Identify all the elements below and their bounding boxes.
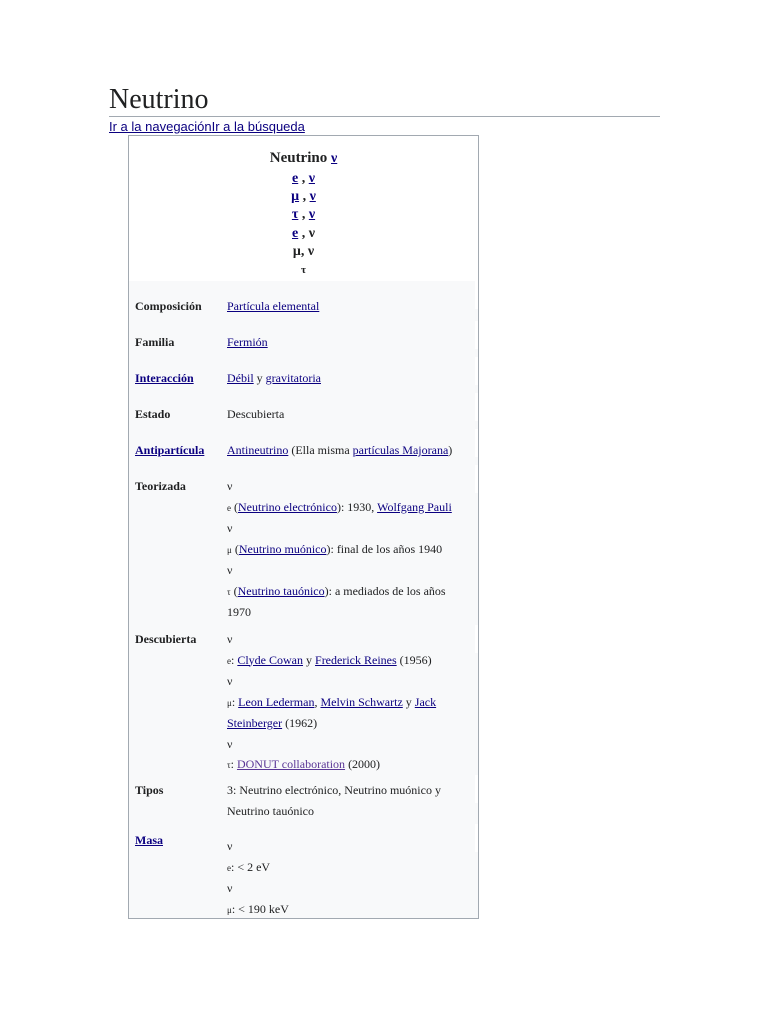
symbol-line-mu-anti xyxy=(129,242,478,261)
infobox xyxy=(128,135,479,919)
nu-symbol: ν xyxy=(227,521,233,535)
jump-links xyxy=(109,119,305,135)
row-value-antiparticula xyxy=(227,440,467,461)
symbol-tau-text: τ xyxy=(300,264,307,276)
teorizada-tau-year: 1970 xyxy=(227,605,251,619)
descubierta-electron-line: e: Clyde Cowan y Frederick Reines (1956) xyxy=(227,652,432,667)
subscript-e: e xyxy=(227,655,231,666)
clyde-cowan-link[interactable]: Clyde Cowan xyxy=(237,652,304,667)
nu-symbol: ν xyxy=(227,839,233,853)
descubierta-muon-line-2 xyxy=(227,713,467,734)
masa-link[interactable]: Masa xyxy=(135,833,163,847)
row-label-descubierta: Descubierta xyxy=(135,632,197,646)
symbol-mu-link[interactable]: μ xyxy=(291,189,300,204)
subscript-mu: μ xyxy=(227,904,232,915)
symbol-separator: , xyxy=(298,207,309,222)
row-value-teorizada xyxy=(227,476,467,623)
subscript-e: e xyxy=(227,502,231,513)
neutrino-muonico-link[interactable]: Neutrino muónico xyxy=(238,541,327,556)
nu-symbol: ν xyxy=(227,563,233,577)
row-label-familia: Familia xyxy=(135,335,175,349)
neutrino-tauonico-link[interactable]: Neutrino tauónico xyxy=(237,583,325,598)
teorizada-electron-line xyxy=(227,497,467,519)
row-label-tipos: Tipos xyxy=(135,783,164,797)
symbol-separator: , xyxy=(298,226,309,241)
symbol-nu-link[interactable]: ν xyxy=(330,151,338,166)
year-text: (1962) xyxy=(282,716,318,730)
title-divider xyxy=(109,116,660,117)
symbol-e-link[interactable]: e xyxy=(292,226,299,241)
symbol-line-tau-anti xyxy=(129,260,478,279)
symbol-separator: , xyxy=(298,171,309,186)
infobox-header xyxy=(129,136,478,281)
jack-steinberger-link-cont[interactable]: Steinberger xyxy=(227,716,283,730)
conjunction-text: y xyxy=(402,694,415,709)
conjunction-text: y xyxy=(253,371,266,385)
symbol-line-e-anti xyxy=(129,224,478,243)
symbol-tau-link[interactable]: τ xyxy=(291,207,299,222)
page-title: Neutrino xyxy=(109,84,209,115)
masa-muon-text: : < 190 keV xyxy=(231,901,289,916)
row-value-estado: Descubierta xyxy=(227,407,285,421)
subscript-mu: μ xyxy=(227,544,232,555)
masa-muon-line xyxy=(227,899,467,921)
year-text: (1956) xyxy=(396,652,432,667)
jump-to-search-link[interactable]: Ir a la búsqueda xyxy=(211,119,305,134)
teorizada-muon-text: ): final de los años 1940 xyxy=(326,541,443,556)
symbol-nu-link[interactable]: ν xyxy=(308,171,315,186)
nu-symbol: ν xyxy=(227,479,233,493)
paren-open: ( xyxy=(231,499,238,514)
wolfgang-pauli-link[interactable]: Wolfgang Pauli xyxy=(377,499,452,514)
row-value-descubierta xyxy=(227,629,467,776)
antiparticula-link[interactable]: Antipartícula xyxy=(135,443,205,457)
year-text: (2000) xyxy=(345,757,381,771)
leon-lederman-link[interactable]: Leon Lederman xyxy=(238,694,315,709)
tipos-line-2: Neutrino tauónico xyxy=(227,803,314,818)
subscript-tau: τ xyxy=(227,586,231,597)
frederick-reines-link[interactable]: Frederick Reines xyxy=(315,652,397,667)
teorizada-tau-line xyxy=(227,581,467,603)
neutrino-electronico-link[interactable]: Neutrino electrónico xyxy=(238,499,337,514)
paren-open: ( xyxy=(230,583,238,598)
row-label-antiparticula xyxy=(135,440,204,461)
antiparticula-text: (Ella misma xyxy=(288,443,353,457)
symbol-nu-text: ν xyxy=(308,226,315,241)
antiparticula-close: ) xyxy=(448,443,453,457)
row-value-tipos xyxy=(227,780,467,821)
descubierta-muon-line: μ: Leon Lederman, Melvin Schwartz y Jack xyxy=(227,694,437,709)
masa-electron-text: : < 2 eV xyxy=(231,859,271,874)
donut-collaboration-link[interactable]: DONUT collaboration xyxy=(236,757,346,771)
melvin-schwartz-link[interactable]: Melvin Schwartz xyxy=(320,694,403,709)
teorizada-muon-line xyxy=(227,539,467,561)
symbol-line-mu xyxy=(129,187,478,206)
comma-text: , xyxy=(314,694,321,709)
symbol-nu-link[interactable]: ν xyxy=(309,189,316,204)
row-label-teorizada: Teorizada xyxy=(135,479,186,493)
fermion-link[interactable]: Fermión xyxy=(227,335,268,349)
symbol-line-e xyxy=(129,169,478,188)
paren-open: ( xyxy=(231,541,239,556)
row-label-estado: Estado xyxy=(135,407,171,421)
subscript-tau: τ xyxy=(227,760,231,770)
nu-symbol: ν xyxy=(227,632,233,646)
subscript-mu: μ xyxy=(227,697,232,708)
row-label-interaccion xyxy=(135,368,194,389)
jump-to-navigation-link[interactable]: Ir a la navegación xyxy=(109,119,212,134)
debil-link[interactable]: Débil xyxy=(227,371,254,385)
symbol-nu-link[interactable]: ν xyxy=(308,207,316,222)
symbol-line-tau xyxy=(129,205,478,224)
nu-symbol: ν xyxy=(227,736,233,751)
nu-symbol: ν xyxy=(227,674,233,688)
row-label-masa xyxy=(135,830,163,851)
particula-elemental-link[interactable]: Partícula elemental xyxy=(227,299,320,313)
symbol-separator: , xyxy=(299,189,310,204)
interaccion-link[interactable]: Interacción xyxy=(135,371,194,385)
descubierta-tau-line: τ: DONUT collaboration (2000) xyxy=(227,757,381,771)
symbol-e-link[interactable]: e xyxy=(292,171,299,186)
infobox-title-text: Neutrino xyxy=(269,150,328,166)
row-label-composicion: Composición xyxy=(135,299,202,313)
symbol-mu-nu-text: μ, ν xyxy=(292,244,315,259)
conjunction-text: y xyxy=(303,652,316,667)
antineutrino-link[interactable]: Antineutrino xyxy=(227,443,289,457)
infobox-title xyxy=(129,149,478,168)
jack-steinberger-link[interactable]: Jack xyxy=(414,694,437,709)
row-value-interaccion xyxy=(227,368,467,389)
tipos-line-1: 3: Neutrino electrónico, Neutrino muónico y xyxy=(227,783,441,797)
teorizada-electron-text: ): 1930, xyxy=(336,499,378,514)
nu-symbol: ν xyxy=(227,881,233,895)
row-value-masa xyxy=(227,836,467,920)
particulas-majorana-link[interactable]: partículas Majorana xyxy=(352,443,449,457)
gravitatoria-link[interactable]: gravitatoria xyxy=(265,371,321,385)
masa-electron-line xyxy=(227,857,467,879)
teorizada-tau-text: ): a mediados de los años xyxy=(324,583,446,598)
row-value-composicion xyxy=(227,296,467,317)
row-value-familia xyxy=(227,332,467,353)
subscript-e: e xyxy=(227,862,231,873)
